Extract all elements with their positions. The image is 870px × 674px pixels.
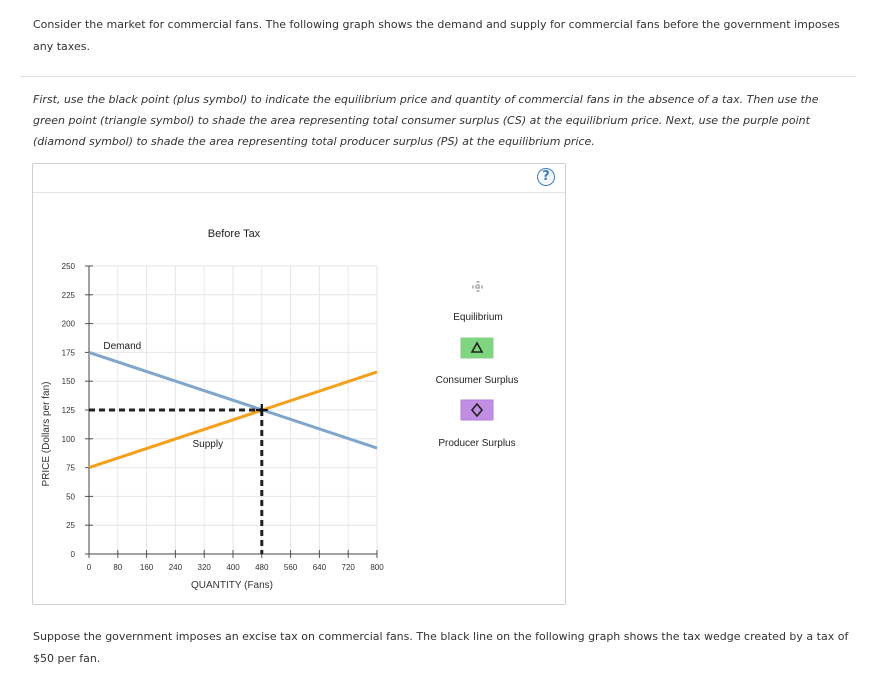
- question-mark-icon[interactable]: ?: [537, 168, 555, 186]
- equilibrium-tool[interactable]: [453, 281, 502, 323]
- graph-panel: [32, 163, 566, 605]
- question-instructions: First, use the black point (plus symbol) to indicate the equilibrium price and quantity of commercial fans in the absence of a tax. Then use the green point (triangle symbol) to shade the area representing total consumer surplus (CS) at the equilibrium price. Next, use the purple point (diamond symbol) to shade the area representing total producer surplus (PS) at the equilibrium price.: [33, 93, 819, 148]
- x-tick-label: 480: [255, 563, 269, 572]
- x-tick-label: 0: [86, 563, 92, 572]
- legend-consumer-surplus-label: Consumer Surplus: [435, 375, 519, 386]
- x-tick-label: 400: [226, 563, 240, 572]
- legend-producer-surplus-label: Producer Surplus: [438, 438, 516, 449]
- y-tick-label: 75: [66, 463, 75, 473]
- y-tick-label: 25: [66, 521, 75, 531]
- producer-surplus-tool[interactable]: [438, 400, 515, 449]
- legend-equilibrium-label: Equilibrium: [453, 312, 503, 323]
- x-tick-label: 560: [283, 563, 298, 572]
- x-axis-label: QUANTITY (Fans): [190, 580, 274, 591]
- y-tick-label: 225: [61, 290, 75, 300]
- chart-title: Before Tax: [207, 228, 261, 240]
- x-tick-label: 240: [168, 563, 183, 572]
- y-tick-label: 0: [70, 550, 75, 559]
- y-tick-label: 150: [61, 377, 75, 387]
- supply-label: Supply: [192, 438, 224, 450]
- section-divider: [20, 76, 856, 77]
- y-tick-label: 250: [61, 262, 75, 271]
- question-followup: Suppose the government imposes an excise tax on commercial fans. The black line on the following graph shows the tax wedge created by a tax of $50 per fan.: [33, 630, 849, 665]
- consumer-surplus-tool[interactable]: [436, 338, 519, 386]
- y-tick-label: 175: [61, 348, 75, 358]
- x-tick-label: 320: [197, 563, 211, 572]
- question-intro: Consider the market for commercial fans. The following graph shows the demand and supply for commercial fans before the government imposes any taxes.: [33, 18, 840, 53]
- x-tick-label: 800: [370, 563, 384, 572]
- y-tick-label: 200: [61, 319, 75, 329]
- x-tick-label: 80: [113, 563, 123, 572]
- x-tick-label: 720: [341, 563, 355, 572]
- before-tax-chart[interactable]: [33, 164, 565, 604]
- y-tick-label: 100: [61, 434, 75, 444]
- x-tick-label: 640: [312, 563, 327, 572]
- y-tick-label: 125: [61, 406, 75, 415]
- x-tick-label: 160: [139, 563, 154, 572]
- equilibrium-marker[interactable]: [89, 404, 268, 554]
- plus-icon: [472, 281, 484, 293]
- equilibrium-point[interactable]: [256, 404, 268, 416]
- demand-label: Demand: [103, 340, 142, 352]
- y-tick-label: 50: [66, 492, 75, 502]
- consumer-surplus-swatch: [461, 338, 493, 358]
- y-axis-label: PRICE (Dollars per fan): [41, 381, 52, 487]
